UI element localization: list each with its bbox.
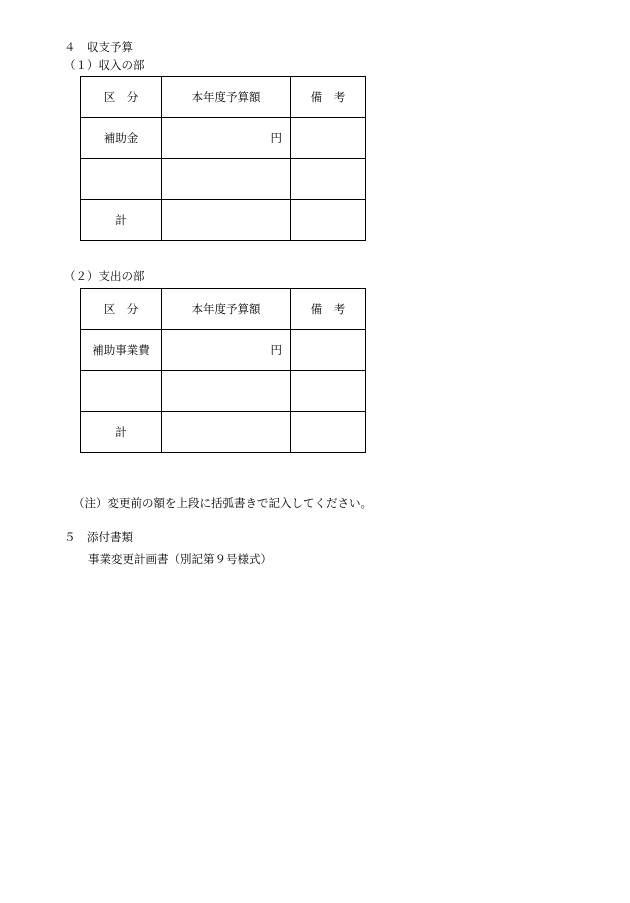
table-row <box>81 118 366 159</box>
income-table <box>80 76 366 241</box>
expense-table <box>80 288 366 453</box>
cell-category <box>81 159 162 200</box>
cell-category: 補助事業費 <box>81 330 162 371</box>
attachment-item: 事業変更計画書（別記第９号様式） <box>88 552 272 566</box>
header-category: 区 分 <box>81 77 162 118</box>
cell-category: 計 <box>81 200 162 241</box>
cell-amount <box>162 159 291 200</box>
table-total-row <box>81 200 366 241</box>
income-section-title: （１）収入の部 <box>64 58 145 72</box>
cell-category <box>81 371 162 412</box>
cell-amount <box>162 412 291 453</box>
header-budget-amount: 本年度予算額 <box>162 289 291 330</box>
table-row <box>81 371 366 412</box>
cell-remarks <box>291 200 366 241</box>
table-row <box>81 330 366 371</box>
cell-category: 補助金 <box>81 118 162 159</box>
cell-remarks <box>291 371 366 412</box>
table-row <box>81 159 366 200</box>
table-total-row <box>81 412 366 453</box>
section-5-heading: ５ 添付書類 <box>64 530 133 544</box>
table-header-row <box>81 77 366 118</box>
header-remarks: 備 考 <box>291 289 366 330</box>
header-budget-amount: 本年度予算額 <box>162 77 291 118</box>
cell-remarks <box>291 412 366 453</box>
cell-amount: 円 <box>162 118 291 159</box>
expense-section-title: （２）支出の部 <box>64 269 145 283</box>
table-header-row <box>81 289 366 330</box>
cell-remarks <box>291 118 366 159</box>
cell-category: 計 <box>81 412 162 453</box>
cell-remarks <box>291 159 366 200</box>
cell-amount: 円 <box>162 330 291 371</box>
cell-remarks <box>291 330 366 371</box>
header-category: 区 分 <box>81 289 162 330</box>
header-remarks: 備 考 <box>291 77 366 118</box>
section-4-heading: ４ 収支予算 <box>64 40 133 54</box>
note-text: （注）変更前の額を上段に括弧書きで記入してください。 <box>73 496 372 510</box>
cell-amount <box>162 371 291 412</box>
cell-amount <box>162 200 291 241</box>
